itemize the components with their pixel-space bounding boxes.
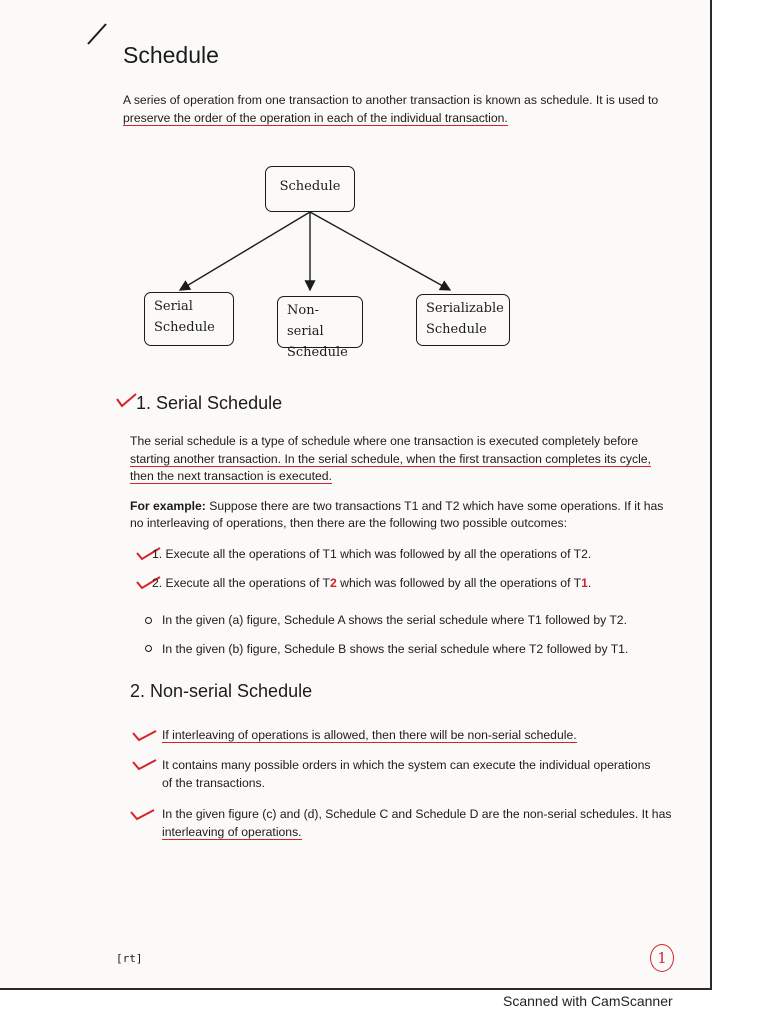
s1-bullet-1-text: In the given (a) figure, Schedule A shows the serial schedule where T1 followed by T2. <box>162 613 627 627</box>
s1-bullet-2 <box>162 640 628 659</box>
s1-bullet-1 <box>162 611 627 630</box>
check-icon <box>116 392 138 408</box>
page-title: Schedule <box>123 42 219 68</box>
s1-item-1-text: 1. Execute all the operations of T1 which was followed by all the operations of T2. <box>152 547 592 561</box>
s1-numbered-item-2 <box>152 574 591 593</box>
non-serial-schedule-box <box>277 296 363 360</box>
s1-item-2-text-a: 2. Execute all the operations of T <box>152 576 330 590</box>
s1-example-line-2 <box>130 514 670 532</box>
s1-numbered-item-1 <box>152 545 591 564</box>
check-icon <box>130 806 156 822</box>
page-number-badge: 1 <box>650 944 674 972</box>
intro-text-2: preserve the order of the operation in each of the individual transaction. <box>123 111 508 125</box>
s1-para-text-1: The serial schedule is a type of schedule where one transaction is executed completely before <box>130 434 639 448</box>
s2-item-1 <box>162 726 577 745</box>
section-1-heading <box>136 393 282 414</box>
schedule-diagram <box>140 160 540 360</box>
serializable-box-line-2: Schedule <box>426 322 487 337</box>
footer-mark: [rt] <box>116 952 143 965</box>
s2-item-3-line-2 <box>162 823 302 842</box>
serial-box-line-2: Schedule <box>154 320 215 335</box>
s1-example-line-1 <box>130 497 670 515</box>
s2-item-1-text: If interleaving of operations is allowed, then there will be non-serial schedule. <box>162 728 577 742</box>
s1-bullet-2-text: In the given (b) figure, Schedule B shows the serial schedule where T2 followed by T1. <box>162 642 629 656</box>
s1-item-2-text-e: . <box>587 576 592 590</box>
example-label: For example: <box>130 499 206 513</box>
arrow-to-serial <box>180 212 310 290</box>
s1-para-text-3: then the next transaction is executed. <box>130 469 332 483</box>
check-icon <box>132 756 158 772</box>
serial-schedule-box <box>144 292 234 346</box>
section-1-number: 1. <box>136 393 152 413</box>
intro-line-1 <box>123 91 683 109</box>
section-1-title: Serial Schedule <box>156 393 283 413</box>
root-schedule-box <box>265 166 355 212</box>
arrow-to-serializable <box>310 212 450 290</box>
s2-item-3-line-1 <box>162 805 671 824</box>
s1-para-text-2: starting another transaction. In the serial schedule, when the first transaction completes its cycle, <box>130 452 651 466</box>
pen-stroke-mark <box>86 20 126 46</box>
bullet-icon <box>145 617 152 624</box>
s1-item-2-correction-1: 2 <box>329 576 337 590</box>
section-2-heading: 2. Non-serial Schedule <box>130 681 313 701</box>
example-text-1: Suppose there are two transactions T1 and T2 which have some operations. If it has <box>205 499 664 513</box>
camscanner-watermark: Scanned with CamScanner <box>503 993 673 1009</box>
serial-box-line-1: Serial <box>154 299 193 314</box>
s2-item-3-text-1: In the given figure (c) and (d), Schedule C and Schedule D are the non-serial schedules. It has <box>162 807 672 821</box>
s1-para-line-2 <box>130 450 660 468</box>
serializable-box-line-1: Serializable <box>426 301 504 316</box>
serializable-schedule-box <box>416 294 510 346</box>
bullet-icon <box>145 645 152 652</box>
intro-line-2 <box>123 109 683 127</box>
example-text-2: no interleaving of operations, then there are the following two possible outcomes: <box>130 516 567 530</box>
s2-item-2-line-1 <box>162 756 650 775</box>
s1-para-line-3 <box>130 467 660 485</box>
s2-item-2-line-2 <box>162 774 265 793</box>
s1-item-2-text-c: which was followed by all the operations of T <box>336 576 582 590</box>
check-icon <box>132 727 158 743</box>
intro-text-1: A series of operation from one transaction to another transaction is known as schedule. It is used to <box>123 93 659 107</box>
non-serial-box-line-2: Schedule <box>287 345 348 360</box>
s2-item-2-text-2: of the transactions. <box>162 776 265 790</box>
s2-item-3-text-2: interleaving of operations. <box>162 825 302 839</box>
s2-item-2-text-1: It contains many possible orders in which the system can execute the individual operations <box>162 758 651 772</box>
s1-item-2-correction-2: 1 <box>581 576 588 590</box>
s1-para-line-1 <box>130 432 660 450</box>
non-serial-box-line-1: Non-serial <box>287 303 324 339</box>
root-schedule-label: Schedule <box>279 179 341 194</box>
